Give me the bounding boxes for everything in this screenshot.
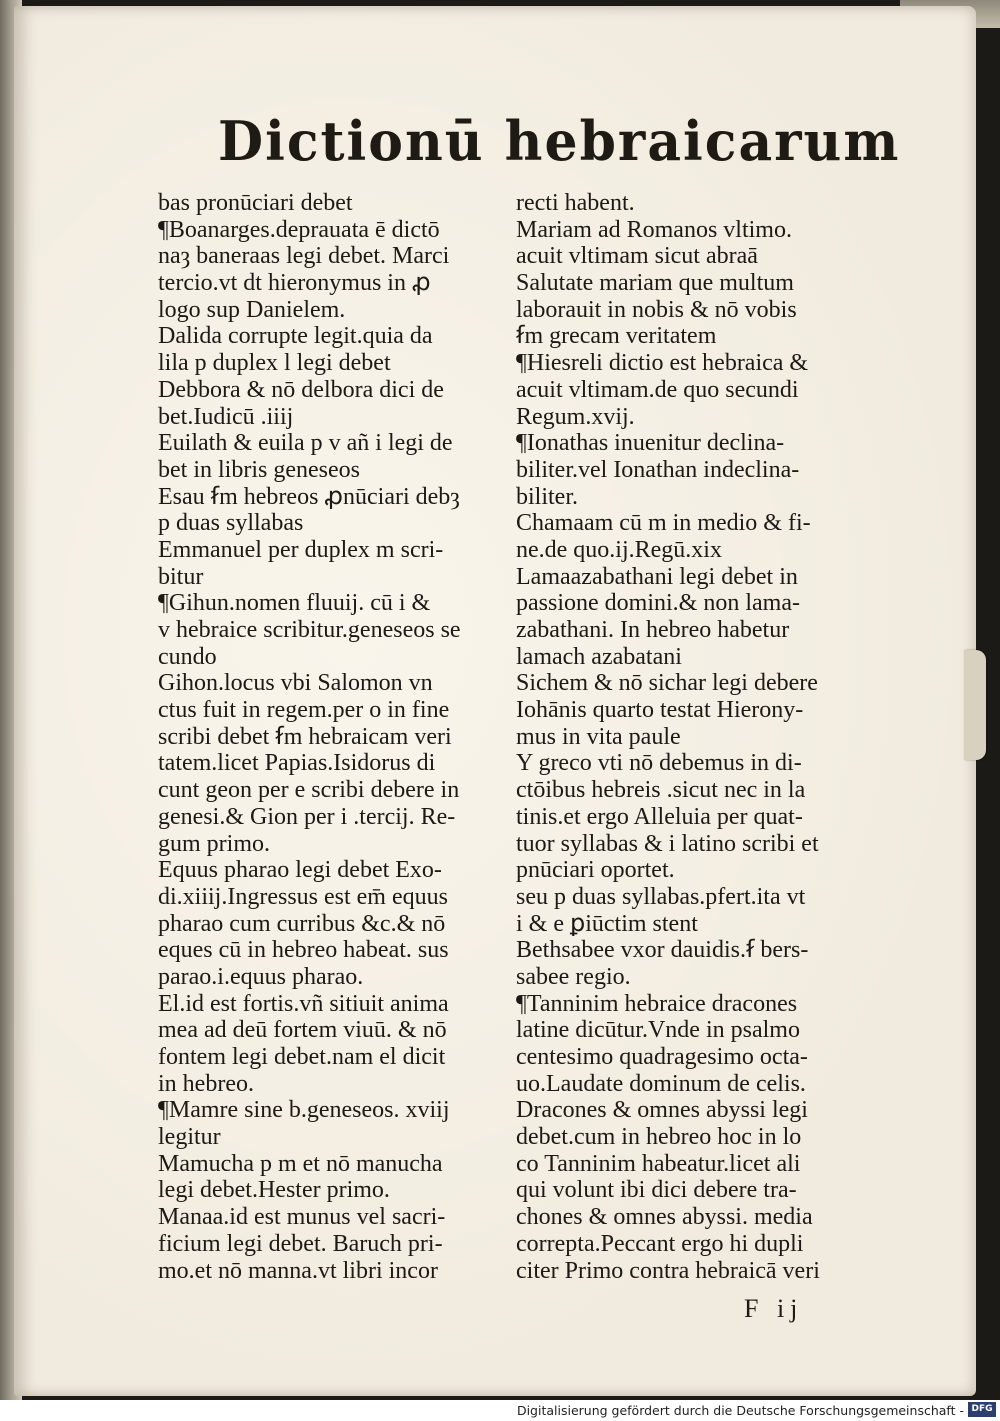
text-line: gum primo. (158, 830, 270, 857)
text-line: Equus pharao legi debet Exo- (158, 857, 442, 884)
text-line: centesimo quadragesimo octa- (516, 1044, 808, 1070)
text-line: v hebraice scribitur.geneseos se (158, 617, 461, 643)
text-line: naȝ baneraas legi debet. Marci (158, 243, 450, 270)
text-line: in hebreo. (158, 1070, 254, 1097)
text-line: lamach azabatani (516, 643, 682, 670)
text-line: tatem.licet Papias.Isidorus di (158, 750, 436, 777)
text-line: ¶Gihun.nomen fluuij. cū i & (158, 590, 431, 617)
text-line: Chamaam cū m in medio & fi- (516, 510, 811, 537)
text-line: Emmanuel per duplex m scri- (158, 536, 444, 563)
text-line: chones & omnes abyssi. media (516, 1204, 813, 1231)
dfg-logo: DFG (968, 1402, 996, 1417)
text-line: lila p duplex l legi debet (158, 350, 391, 377)
text-line: bas pronūciari debet (158, 190, 353, 216)
text-line: Mariam ad Romanos vltimo. (516, 216, 792, 243)
text-line: ficium legi debet. Baruch pri- (158, 1230, 443, 1257)
text-line: tercio.vt dt hieronymus in ꝓ (158, 270, 431, 297)
text-line: pnūciari oportet. (516, 857, 675, 884)
page-fold (964, 650, 986, 760)
text-line: mea ad deū fortem viuū. & nō (158, 1017, 447, 1044)
text-line: scribi debet ẜm hebraicam veri (158, 723, 452, 750)
text-line: eques cū in hebreo habeat. sus (158, 937, 449, 964)
text-line: ¶Mamre sine b.geneseos. xviij (158, 1097, 450, 1124)
text-line: Bethsabee vxor dauidis.ẜ bers- (516, 937, 809, 964)
text-line: bet.Iudicū .iiij (158, 403, 294, 430)
text-line: Sichem & nō sichar legi debere (516, 670, 818, 697)
text-line: cundo (158, 643, 217, 670)
text-line: ¶Ionathas inuenitur declina- (516, 430, 785, 457)
text-line: zabathani. In hebreo habetur (516, 617, 790, 643)
text-line: uo.Laudate dominum de celis. (516, 1070, 806, 1097)
text-line: debet.cum in hebreo hoc in lo (516, 1124, 802, 1151)
text-line: tuor syllabas & i latino scribi et (516, 830, 819, 857)
text-line: passione domini.& non lama- (516, 590, 800, 617)
right-column (516, 190, 852, 1284)
text-line: sabee regio. (516, 963, 631, 990)
text-line: tinis.et ergo Alleluia per quat- (516, 803, 803, 830)
text-line: Dalida corrupte legit.quia da (158, 323, 433, 350)
footer-credit: Digitalisierung gefördert durch die Deutsche Forschungsgemeinschaft - (516, 1403, 964, 1418)
text-line: mus in vita paule (516, 723, 681, 750)
text-line: ¶Tanninim hebraice dracones (516, 990, 798, 1017)
text-line: ¶Boanarges.deprauata ē dictō (158, 216, 440, 243)
text-line: fontem legi debet.nam el dicit (158, 1044, 446, 1070)
text-line: ¶Hiesreli dictio est hebraica & (516, 350, 809, 377)
text-line: Esau ẜm hebreos ꝓnūciari debȝ (158, 483, 460, 510)
text-line: ne.de quo.ij.Regū.xix (516, 536, 722, 563)
text-line: Iohānis quarto testat Hierony- (516, 697, 804, 724)
text-line: biliter.vel Ionathan indeclina- (516, 456, 800, 483)
left-column (158, 190, 494, 1284)
text-line: qui volunt ibi dici debere tra- (516, 1177, 797, 1204)
text-line: Dracones & omnes abyssi legi (516, 1097, 808, 1124)
text-line: ẜm grecam veritatem (516, 323, 717, 350)
text-line: El.id est fortis.vñ sitiuit anima (158, 990, 449, 1017)
text-line: biliter. (516, 483, 578, 510)
text-line: parao.i.equus pharao. (158, 963, 364, 990)
text-line: laborauit in nobis & nō vobis (516, 296, 797, 323)
text-line: Mamucha p m et nō manucha (158, 1150, 443, 1177)
text-line: ctus fuit in regem.per o in fine (158, 697, 450, 724)
text-line: Debbora & nō delbora dici de (158, 376, 444, 403)
text-line: seu p duas syllabas.pfert.ita vt (516, 883, 806, 910)
text-line: logo sup Danielem. (158, 296, 346, 323)
page-title: Dictionū hebraicarum (218, 109, 901, 174)
text-line: co Tanninim habeatur.licet ali (516, 1150, 801, 1177)
text-line: legi debet.Hester primo. (158, 1177, 390, 1204)
text-line: Euilath & euila p v añ i legi de (158, 430, 453, 457)
text-line: acuit vltimam sicut abraā (516, 243, 758, 270)
text-line: latine dicūtur.Vnde in psalmo (516, 1017, 800, 1044)
text-line: recti habent. (516, 190, 635, 216)
text-line: i & e ꝑiūctim stent (516, 910, 698, 937)
text-line: bitur (158, 563, 204, 590)
text-line: Lamaazabathani legi debet in (516, 563, 798, 590)
text-line: acuit vltimam.de quo secundi (516, 376, 799, 403)
text-line: di.xiiij.Ingressus est em̄ equus (158, 883, 448, 910)
text-line: Gihon.locus vbi Salomon vn (158, 670, 433, 697)
text-line: cunt geon per e scribi debere in (158, 777, 460, 804)
text-line: p duas syllabas (158, 510, 304, 537)
text-line: legitur (158, 1124, 221, 1151)
footer-bar (0, 1400, 1000, 1421)
text-line: mo.et nō manna.vt libri incor (158, 1257, 438, 1284)
text-line: Regum.xvij. (516, 403, 635, 430)
text-line: Manaa.id est munus vel sacri- (158, 1204, 446, 1231)
text-line: Y greco vti nō debemus in di- (516, 750, 802, 777)
signature-mark: F ij (744, 1294, 804, 1323)
text-line: pharao cum curribus &c.& nō (158, 910, 446, 937)
text-line: correpta.Peccant ergo hi dupli (516, 1230, 804, 1257)
text-line: citer Primo contra hebraicā veri (516, 1257, 820, 1284)
text-line: genesi.& Gion per i .tercij. Re- (158, 803, 456, 830)
text-line: Salutate mariam que multum (516, 270, 794, 297)
text-line: ctōibus hebreis .sicut nec in la (516, 777, 806, 804)
text-line: bet in libris geneseos (158, 456, 360, 483)
